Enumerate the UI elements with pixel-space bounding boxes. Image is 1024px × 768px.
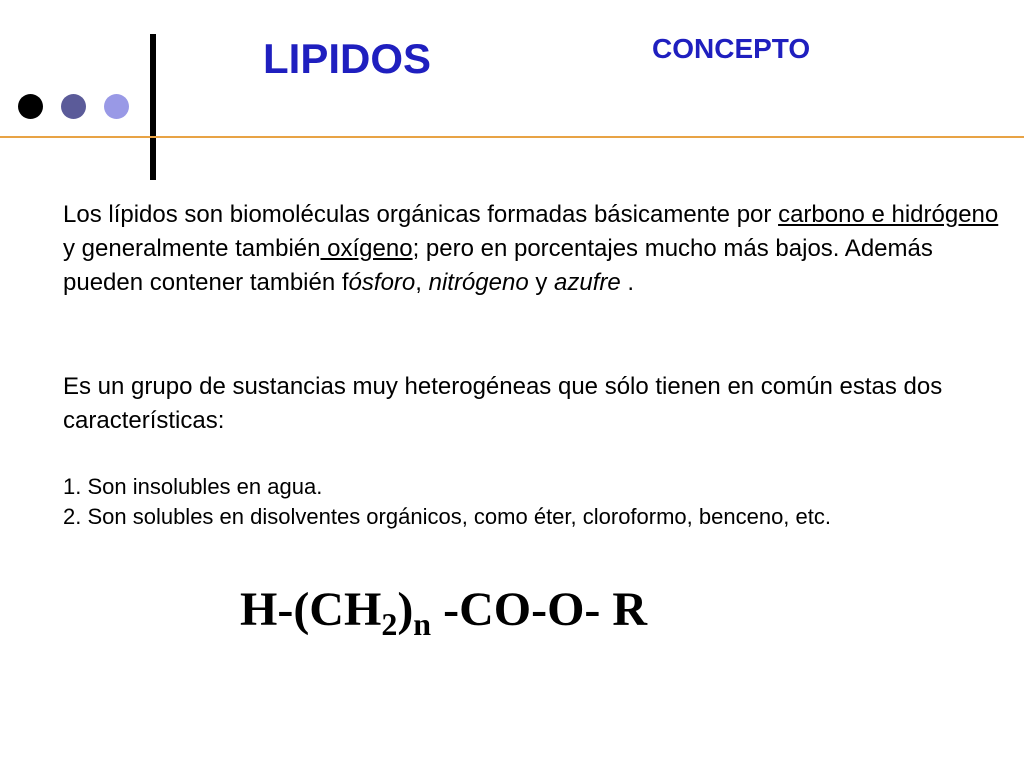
formula-part-2: ) [397, 583, 414, 636]
definition-italic-nitrogen: nitrógeno [428, 269, 529, 296]
heterogeneity-paragraph: Es un grupo de sustancias muy heterogéneas que sólo tienen en común estas dos características: [63, 373, 943, 434]
slide-subtitle: CONCEPTO [652, 33, 811, 64]
list-item: 2. Son solubles en disolventes orgánicos, como éter, cloroformo, benceno, etc. [63, 504, 831, 529]
definition-paragraph [63, 198, 1003, 300]
definition-italic-phosphorus: ósforo [348, 269, 416, 296]
lipid-formula [240, 580, 647, 654]
definition-text-1: Los lípidos son biomoléculas orgánicas formadas básicamente por [63, 201, 779, 228]
decorative-dot-slate [61, 94, 86, 119]
definition-underlined-oxygen: oxígeno [320, 235, 413, 262]
definition-text-6: . [620, 269, 635, 296]
definition-underlined-carbon-hydrogen: carbono e hidrógeno [778, 201, 999, 228]
definition-text-4: , [415, 269, 429, 296]
decorative-dot-lavender [104, 94, 129, 119]
formula-part-3: -CO-O- R [431, 583, 648, 636]
formula-subscript-n: n [413, 606, 432, 642]
slide-title: LIPIDOS [263, 35, 432, 82]
definition-text-5: y [528, 269, 555, 296]
definition-text-2: y generalmente también [63, 235, 321, 262]
characteristics-list [63, 472, 1003, 532]
definition-text-3: ; pero en porcentajes mucho más bajos. Además pueden contener también f [63, 235, 933, 296]
decorative-dot-black [18, 94, 43, 119]
vertical-divider [150, 34, 156, 180]
formula-part-1: H-(CH [240, 583, 382, 636]
definition-italic-sulfur: azufre [554, 269, 621, 296]
list-item: 1. Son insolubles en agua. [63, 474, 323, 499]
horizontal-rule [0, 136, 1024, 138]
formula-subscript-2: 2 [381, 606, 398, 642]
